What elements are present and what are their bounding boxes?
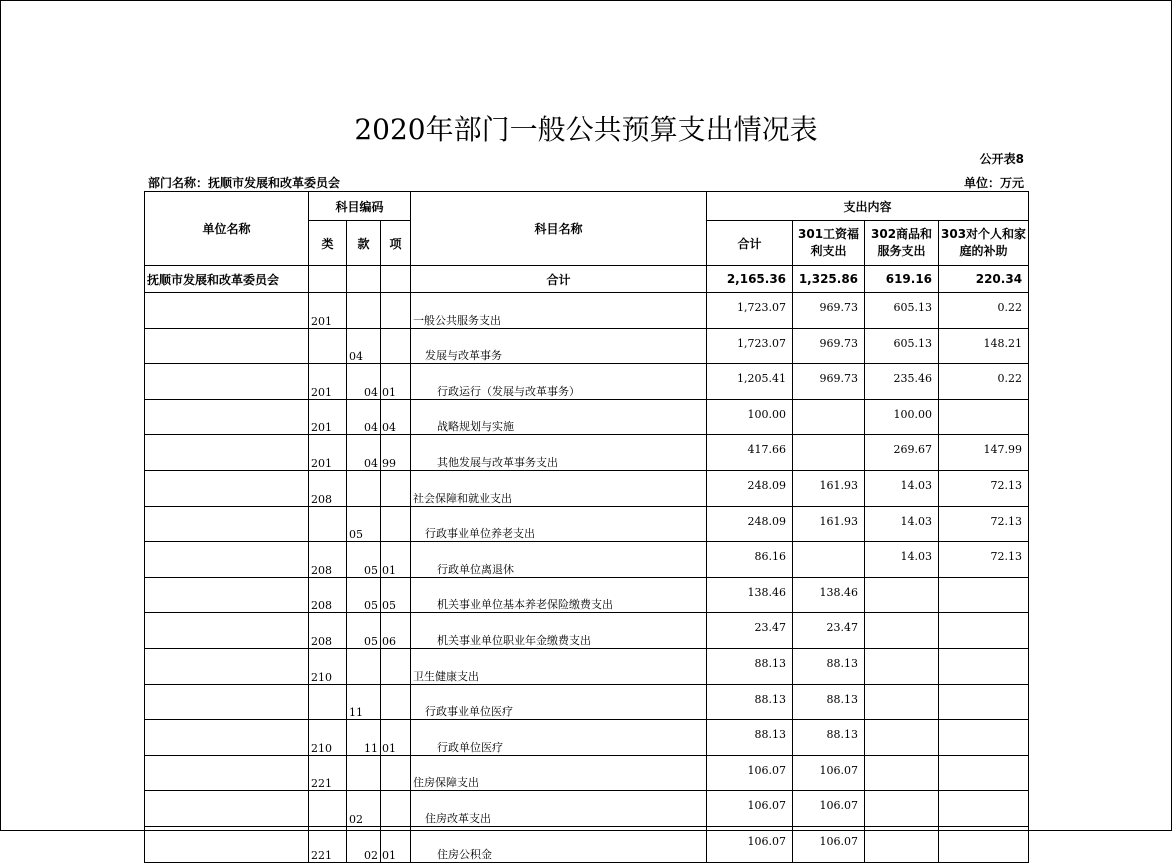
row-unit-name bbox=[145, 364, 309, 400]
row-total: 138.46 bbox=[707, 577, 793, 613]
row-total: 248.09 bbox=[707, 506, 793, 542]
row-301: 23.47 bbox=[793, 613, 865, 649]
row-301: 106.07 bbox=[793, 755, 865, 791]
row-xiang: 01 bbox=[381, 720, 411, 756]
row-301: 138.46 bbox=[793, 577, 865, 613]
row-302 bbox=[865, 791, 939, 827]
row-301 bbox=[793, 435, 865, 471]
row-301: 969.73 bbox=[793, 328, 865, 364]
header-subject-name: 科目名称 bbox=[411, 192, 707, 266]
row-xiang: 99 bbox=[381, 435, 411, 471]
table-row bbox=[145, 577, 1029, 613]
total-amount: 2,165.36 bbox=[707, 266, 793, 293]
row-303 bbox=[939, 720, 1029, 756]
table-row bbox=[145, 826, 1029, 862]
row-unit-name bbox=[145, 293, 309, 329]
row-kuan: 04 bbox=[347, 364, 381, 400]
row-kuan: 04 bbox=[347, 328, 381, 364]
row-total: 100.00 bbox=[707, 399, 793, 435]
row-301: 88.13 bbox=[793, 720, 865, 756]
header-kuan: 款 bbox=[347, 221, 381, 266]
row-301: 106.07 bbox=[793, 826, 865, 862]
total-301: 1,325.86 bbox=[793, 266, 865, 293]
total-xiang bbox=[381, 266, 411, 293]
row-lei: 208 bbox=[309, 577, 347, 613]
row-303: 147.99 bbox=[939, 435, 1029, 471]
row-301: 161.93 bbox=[793, 470, 865, 506]
table-row bbox=[145, 684, 1029, 720]
row-unit-name bbox=[145, 470, 309, 506]
row-total: 248.09 bbox=[707, 470, 793, 506]
header-xiang: 项 bbox=[381, 221, 411, 266]
row-302 bbox=[865, 755, 939, 791]
row-total: 1,723.07 bbox=[707, 328, 793, 364]
row-lei: 201 bbox=[309, 364, 347, 400]
row-302: 235.46 bbox=[865, 364, 939, 400]
row-302 bbox=[865, 613, 939, 649]
row-302: 14.03 bbox=[865, 470, 939, 506]
row-kuan: 05 bbox=[347, 542, 381, 578]
row-unit-name bbox=[145, 399, 309, 435]
row-total: 86.16 bbox=[707, 542, 793, 578]
row-lei: 201 bbox=[309, 293, 347, 329]
row-kuan bbox=[347, 755, 381, 791]
row-unit-name bbox=[145, 577, 309, 613]
header-unit-name: 单位名称 bbox=[145, 192, 309, 266]
row-xiang bbox=[381, 293, 411, 329]
row-kuan: 05 bbox=[347, 577, 381, 613]
header-expense-group: 支出内容 bbox=[707, 192, 1029, 221]
row-total: 1,205.41 bbox=[707, 364, 793, 400]
row-subject-name: 住房公积金 bbox=[411, 826, 707, 862]
table-row bbox=[145, 506, 1029, 542]
row-xiang bbox=[381, 791, 411, 827]
row-subject-name: 行政运行（发展与改革事务） bbox=[411, 364, 707, 400]
row-303 bbox=[939, 791, 1029, 827]
row-301: 969.73 bbox=[793, 364, 865, 400]
row-subject-name: 住房保障支出 bbox=[411, 755, 707, 791]
row-301: 969.73 bbox=[793, 293, 865, 329]
row-xiang bbox=[381, 328, 411, 364]
row-lei: 221 bbox=[309, 755, 347, 791]
row-lei: 210 bbox=[309, 720, 347, 756]
row-subject-name: 其他发展与改革事务支出 bbox=[411, 435, 707, 471]
row-lei: 208 bbox=[309, 542, 347, 578]
header-code-group: 科目编码 bbox=[309, 192, 411, 221]
row-lei bbox=[309, 506, 347, 542]
row-subject-name: 战略规划与实施 bbox=[411, 399, 707, 435]
total-303: 220.34 bbox=[939, 266, 1029, 293]
row-subject-name: 发展与改革事务 bbox=[411, 328, 707, 364]
row-301 bbox=[793, 542, 865, 578]
row-303 bbox=[939, 577, 1029, 613]
row-302: 14.03 bbox=[865, 506, 939, 542]
row-unit-name bbox=[145, 826, 309, 862]
row-lei bbox=[309, 791, 347, 827]
row-lei bbox=[309, 684, 347, 720]
row-302: 605.13 bbox=[865, 293, 939, 329]
form-number: 公开表8 bbox=[979, 152, 1024, 166]
row-xiang: 01 bbox=[381, 826, 411, 862]
row-unit-name bbox=[145, 435, 309, 471]
row-302 bbox=[865, 577, 939, 613]
table-row bbox=[145, 435, 1029, 471]
row-301: 106.07 bbox=[793, 791, 865, 827]
row-kuan: 04 bbox=[347, 435, 381, 471]
row-unit-name bbox=[145, 684, 309, 720]
row-total: 88.13 bbox=[707, 684, 793, 720]
table-row bbox=[145, 755, 1029, 791]
row-302 bbox=[865, 826, 939, 862]
row-303 bbox=[939, 399, 1029, 435]
row-kuan bbox=[347, 293, 381, 329]
row-301: 161.93 bbox=[793, 506, 865, 542]
row-xiang bbox=[381, 755, 411, 791]
row-unit-name bbox=[145, 613, 309, 649]
row-303: 72.13 bbox=[939, 470, 1029, 506]
row-kuan: 11 bbox=[347, 684, 381, 720]
row-subject-name: 机关事业单位职业年金缴费支出 bbox=[411, 613, 707, 649]
row-303 bbox=[939, 826, 1029, 862]
row-lei bbox=[309, 328, 347, 364]
row-unit-name bbox=[145, 506, 309, 542]
page-title: 2020年部门一般公共预算支出情况表 bbox=[354, 113, 818, 146]
row-303 bbox=[939, 648, 1029, 684]
header-row-1 bbox=[145, 192, 1029, 221]
table-row bbox=[145, 328, 1029, 364]
row-unit-name bbox=[145, 755, 309, 791]
table-row bbox=[145, 470, 1029, 506]
row-lei: 201 bbox=[309, 435, 347, 471]
row-total: 106.07 bbox=[707, 755, 793, 791]
row-subject-name: 住房改革支出 bbox=[411, 791, 707, 827]
row-total: 106.07 bbox=[707, 791, 793, 827]
row-subject-name: 一般公共服务支出 bbox=[411, 293, 707, 329]
row-total: 1,723.07 bbox=[707, 293, 793, 329]
row-302: 100.00 bbox=[865, 399, 939, 435]
total-label: 合计 bbox=[411, 266, 707, 293]
row-unit-name bbox=[145, 791, 309, 827]
row-301 bbox=[793, 399, 865, 435]
row-303: 0.22 bbox=[939, 364, 1029, 400]
row-unit-name bbox=[145, 720, 309, 756]
row-subject-name: 行政单位医疗 bbox=[411, 720, 707, 756]
row-total: 417.66 bbox=[707, 435, 793, 471]
table-row bbox=[145, 364, 1029, 400]
row-lei: 221 bbox=[309, 826, 347, 862]
header-301: 301工资福利支出 bbox=[793, 221, 865, 266]
department-label: 部门名称：抚顺市发展和改革委员会 bbox=[148, 176, 341, 190]
header-303: 303对个人和家庭的补助 bbox=[939, 221, 1029, 266]
row-303 bbox=[939, 613, 1029, 649]
total-302: 619.16 bbox=[865, 266, 939, 293]
row-lei: 201 bbox=[309, 399, 347, 435]
row-subject-name: 卫生健康支出 bbox=[411, 648, 707, 684]
row-kuan: 11 bbox=[347, 720, 381, 756]
row-kuan bbox=[347, 648, 381, 684]
row-unit-name bbox=[145, 542, 309, 578]
row-302: 269.67 bbox=[865, 435, 939, 471]
row-xiang: 05 bbox=[381, 577, 411, 613]
row-xiang: 04 bbox=[381, 399, 411, 435]
header-302: 302商品和服务支出 bbox=[865, 221, 939, 266]
row-303: 148.21 bbox=[939, 328, 1029, 364]
row-lei: 208 bbox=[309, 470, 347, 506]
row-kuan: 05 bbox=[347, 506, 381, 542]
row-xiang: 01 bbox=[381, 364, 411, 400]
row-303 bbox=[939, 684, 1029, 720]
row-kuan: 02 bbox=[347, 791, 381, 827]
row-xiang: 01 bbox=[381, 542, 411, 578]
row-303 bbox=[939, 755, 1029, 791]
unit-label: 单位：万元 bbox=[963, 176, 1024, 190]
table-row bbox=[145, 613, 1029, 649]
row-303: 72.13 bbox=[939, 506, 1029, 542]
row-unit-name bbox=[145, 648, 309, 684]
table-row bbox=[145, 399, 1029, 435]
row-total: 106.07 bbox=[707, 826, 793, 862]
row-302 bbox=[865, 684, 939, 720]
row-unit-name bbox=[145, 328, 309, 364]
total-row bbox=[145, 266, 1029, 293]
row-total: 23.47 bbox=[707, 613, 793, 649]
row-total: 88.13 bbox=[707, 648, 793, 684]
row-xiang bbox=[381, 506, 411, 542]
row-302: 605.13 bbox=[865, 328, 939, 364]
table-row bbox=[145, 293, 1029, 329]
row-subject-name: 行政事业单位养老支出 bbox=[411, 506, 707, 542]
header-lei: 类 bbox=[309, 221, 347, 266]
row-302: 14.03 bbox=[865, 542, 939, 578]
row-xiang bbox=[381, 470, 411, 506]
table-row bbox=[145, 542, 1029, 578]
total-lei bbox=[309, 266, 347, 293]
row-302 bbox=[865, 720, 939, 756]
row-302 bbox=[865, 648, 939, 684]
row-xiang bbox=[381, 648, 411, 684]
total-kuan bbox=[347, 266, 381, 293]
row-xiang: 06 bbox=[381, 613, 411, 649]
row-kuan: 02 bbox=[347, 826, 381, 862]
table-row bbox=[145, 648, 1029, 684]
row-303: 72.13 bbox=[939, 542, 1029, 578]
row-kuan bbox=[347, 470, 381, 506]
header-total: 合计 bbox=[707, 221, 793, 266]
budget-table bbox=[144, 191, 1029, 863]
row-lei: 208 bbox=[309, 613, 347, 649]
row-301: 88.13 bbox=[793, 684, 865, 720]
row-subject-name: 机关事业单位基本养老保险缴费支出 bbox=[411, 577, 707, 613]
table-row bbox=[145, 720, 1029, 756]
total-unit-name: 抚顺市发展和改革委员会 bbox=[145, 266, 309, 293]
row-subject-name: 行政单位离退休 bbox=[411, 542, 707, 578]
row-kuan: 04 bbox=[347, 399, 381, 435]
row-kuan: 05 bbox=[347, 613, 381, 649]
row-subject-name: 行政事业单位医疗 bbox=[411, 684, 707, 720]
row-subject-name: 社会保障和就业支出 bbox=[411, 470, 707, 506]
row-301: 88.13 bbox=[793, 648, 865, 684]
row-303: 0.22 bbox=[939, 293, 1029, 329]
row-total: 88.13 bbox=[707, 720, 793, 756]
table-row bbox=[145, 791, 1029, 827]
row-xiang bbox=[381, 684, 411, 720]
row-lei: 210 bbox=[309, 648, 347, 684]
